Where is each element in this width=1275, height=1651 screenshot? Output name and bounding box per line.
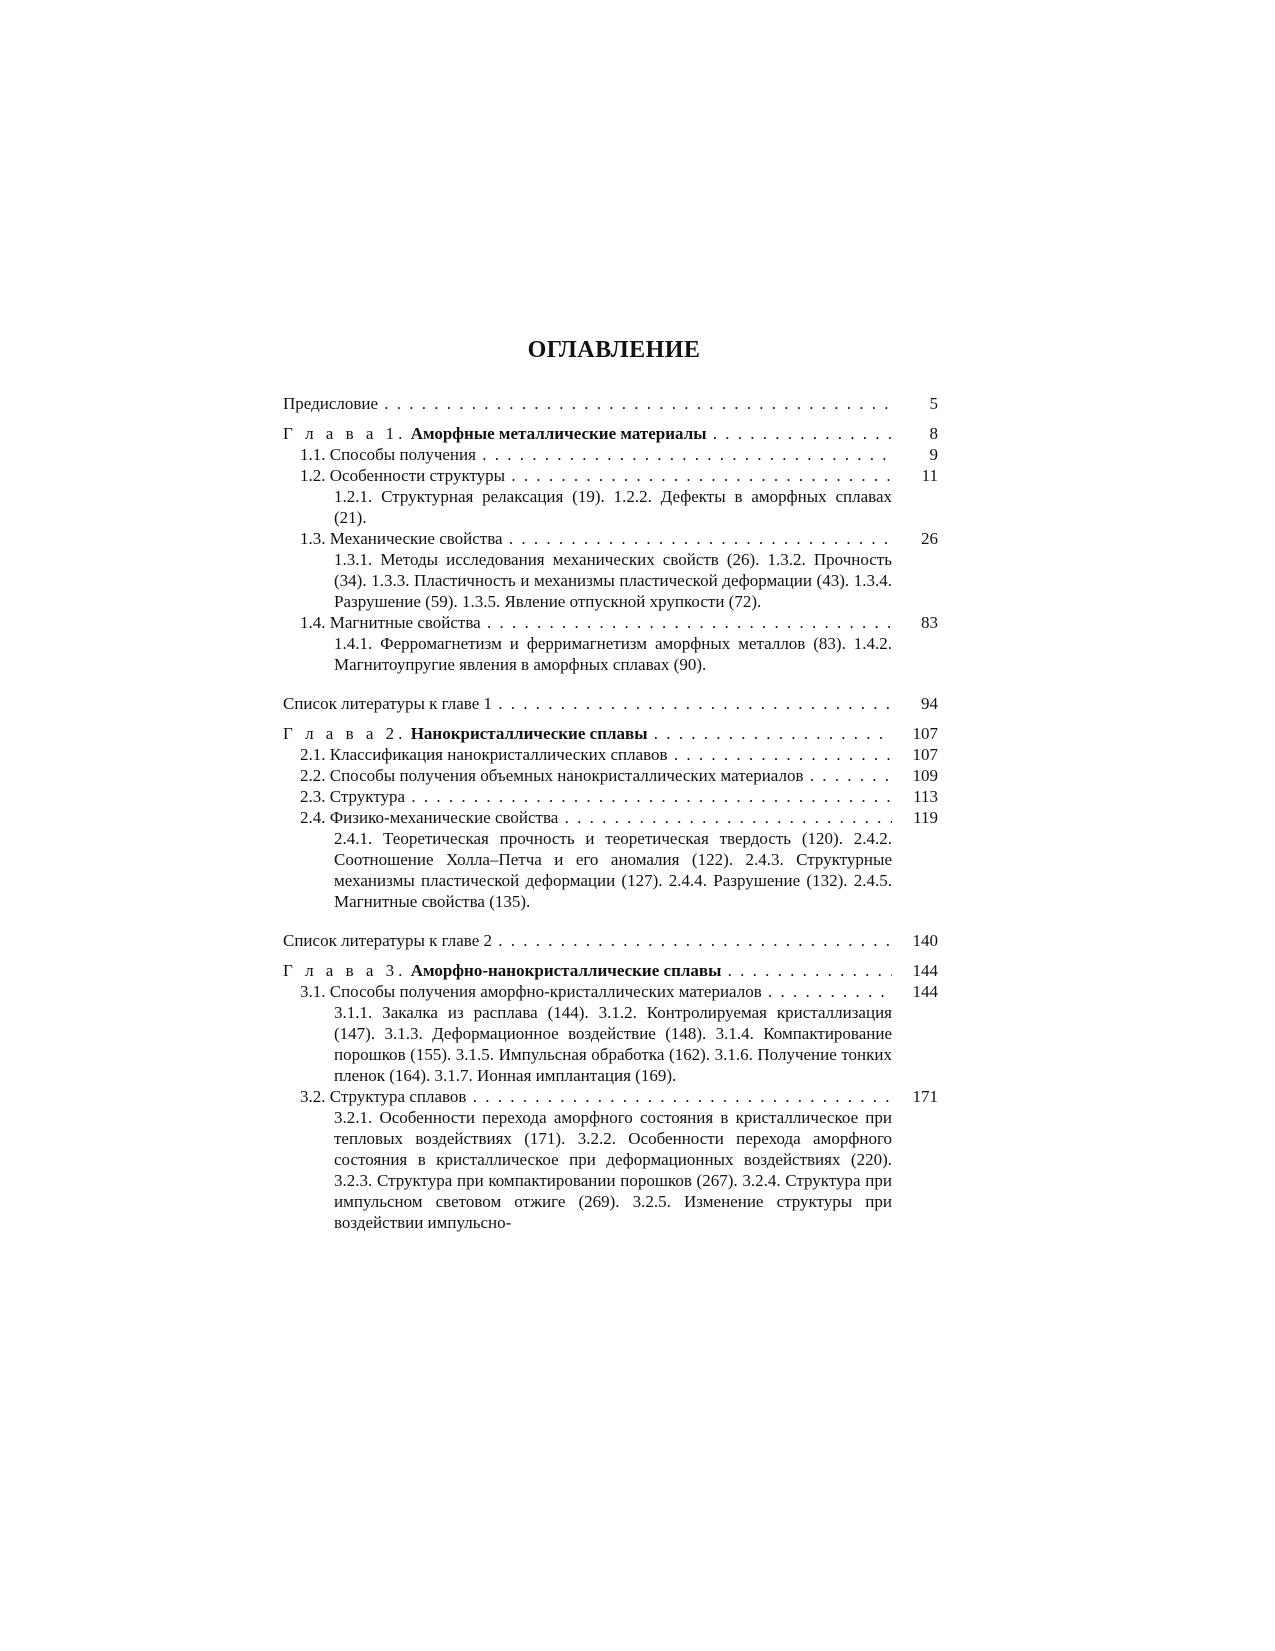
toc-label: Список литературы к главе 2 . . .: [283, 930, 892, 951]
toc-section-2-4[interactable]: [283, 807, 938, 828]
chapter-title: Аморфно-нанокристаллические сплавы: [410, 961, 722, 980]
toc-label: 3.2. Структура сплавов . . .: [300, 1086, 892, 1107]
toc-subsections: 3.1.1. Закалка из расплава (144). 3.1.2. Контролируемая кристаллизация (147). 3.1.3. Деформационное воздействие (148). 3.1.4. Компактирование порошков (155). 3.1.5. Импульсная обработка (162). 3.1.6. Получение тонких пленок (164). 3.1.7. Ионная имплантация (169).: [334, 1003, 892, 1085]
toc-label: Предисловие . . .: [283, 393, 892, 414]
toc-section-1-4[interactable]: [283, 612, 938, 633]
toc-page: 109: [912, 766, 938, 785]
toc-page: 26: [921, 529, 938, 548]
toc-subsections: 1.4.1. Ферромагнетизм и ферримагнетизм аморфных металлов (83). 1.4.2. Магнитоупругие явления в аморфных сплавах (90).: [334, 634, 892, 674]
toc-subsections: 1.2.1. Структурная релаксация (19). 1.2.2. Дефекты в аморфных сплавах (21).: [334, 487, 892, 527]
toc-label: 1.3. Механические свойства . . .: [300, 528, 892, 549]
chapter-prefix: Г л а в а 1.: [283, 424, 407, 443]
toc-label: 2.2. Способы получения объемных нанокристаллических материалов . . .: [300, 765, 892, 786]
toc-page: 9: [929, 445, 938, 464]
toc-section-2-2[interactable]: [283, 765, 938, 786]
toc-chapter-2[interactable]: [283, 723, 938, 744]
toc-page: 140: [912, 931, 938, 950]
toc-label: 1.1. Способы получения . . .: [300, 444, 892, 465]
toc-subsections: 1.3.1. Методы исследования механических свойств (26). 1.3.2. Прочность (34). 1.3.3. Пластичность и механизмы пластической деформации (43). 1.3.4. Разрушение (59). 1.3.5. Явление отпускной хрупкости (72).: [334, 550, 892, 611]
toc-section-1-2[interactable]: [283, 465, 938, 486]
toc-label: 1.2. Особенности структуры . . .: [300, 465, 892, 486]
toc-section-3-1[interactable]: [283, 981, 938, 1002]
chapter-prefix: Г л а в а 3.: [283, 961, 407, 980]
toc-label: 1.4. Магнитные свойства . . .: [300, 612, 892, 633]
chapter-title: Аморфные металлические материалы: [410, 424, 707, 443]
toc-label: 2.4. Физико-механические свойства . . .: [300, 807, 892, 828]
toc-label: 2.1. Классификация нанокристаллических сплавов . . .: [300, 744, 892, 765]
toc-page: 94: [921, 694, 938, 713]
toc-subsections: 2.4.1. Теоретическая прочность и теоретическая твердость (120). 2.4.2. Соотношение Холла–Петча и его аномалия (122). 2.4.3. Структурные механизмы пластической деформации (127). 2.4.4. Разрушение (132). 2.4.5. Магнитные свойства (135).: [334, 829, 892, 911]
chapter-prefix: Г л а в а 2.: [283, 724, 407, 743]
toc-section-2-3[interactable]: [283, 786, 938, 807]
toc-subsections: 3.2.1. Особенности перехода аморфного состояния в кристаллическое при тепловых воздействиях (171). 3.2.2. Особенности перехода аморфного состояния в кристаллическое при деформационных воздействиях (220). 3.2.3. Структура при компактировании порошков (267). 3.2.4. Структура при импульсном световом отжиге (269). 3.2.5. Изменение структуры при воздействии импульсно-: [334, 1108, 892, 1232]
toc-page: 113: [913, 787, 938, 806]
toc-page: 107: [912, 724, 938, 743]
toc-page: 119: [913, 808, 938, 827]
toc-page: 83: [921, 613, 938, 632]
toc-preface[interactable]: [283, 393, 938, 414]
toc-references-1[interactable]: [283, 693, 938, 714]
toc-references-2[interactable]: [283, 930, 938, 951]
toc-page: 11: [921, 466, 938, 485]
toc-page: 8: [929, 424, 938, 443]
toc-label: Список литературы к главе 1 . . .: [283, 693, 892, 714]
toc-section-2-1[interactable]: [283, 744, 938, 765]
toc-chapter-1[interactable]: [283, 423, 938, 444]
toc-section-3-2[interactable]: [283, 1086, 938, 1107]
toc-page: 5: [929, 394, 938, 413]
toc-page: 144: [912, 961, 938, 980]
table-of-contents: [283, 393, 938, 1233]
toc-label: 2.3. Структура . . .: [300, 786, 892, 807]
toc-section-1-1[interactable]: [283, 444, 938, 465]
toc-page: 107: [912, 745, 938, 764]
chapter-title: Нанокристаллические сплавы: [410, 724, 648, 743]
toc-chapter-3[interactable]: [283, 960, 938, 981]
toc-label: 3.1. Способы получения аморфно-кристаллических материалов . . .: [300, 981, 892, 1002]
toc-section-1-3[interactable]: [283, 528, 938, 549]
page-title: ОГЛАВЛЕНИЕ: [527, 337, 701, 363]
toc-page: 144: [912, 982, 938, 1001]
toc-page: 171: [912, 1087, 938, 1106]
